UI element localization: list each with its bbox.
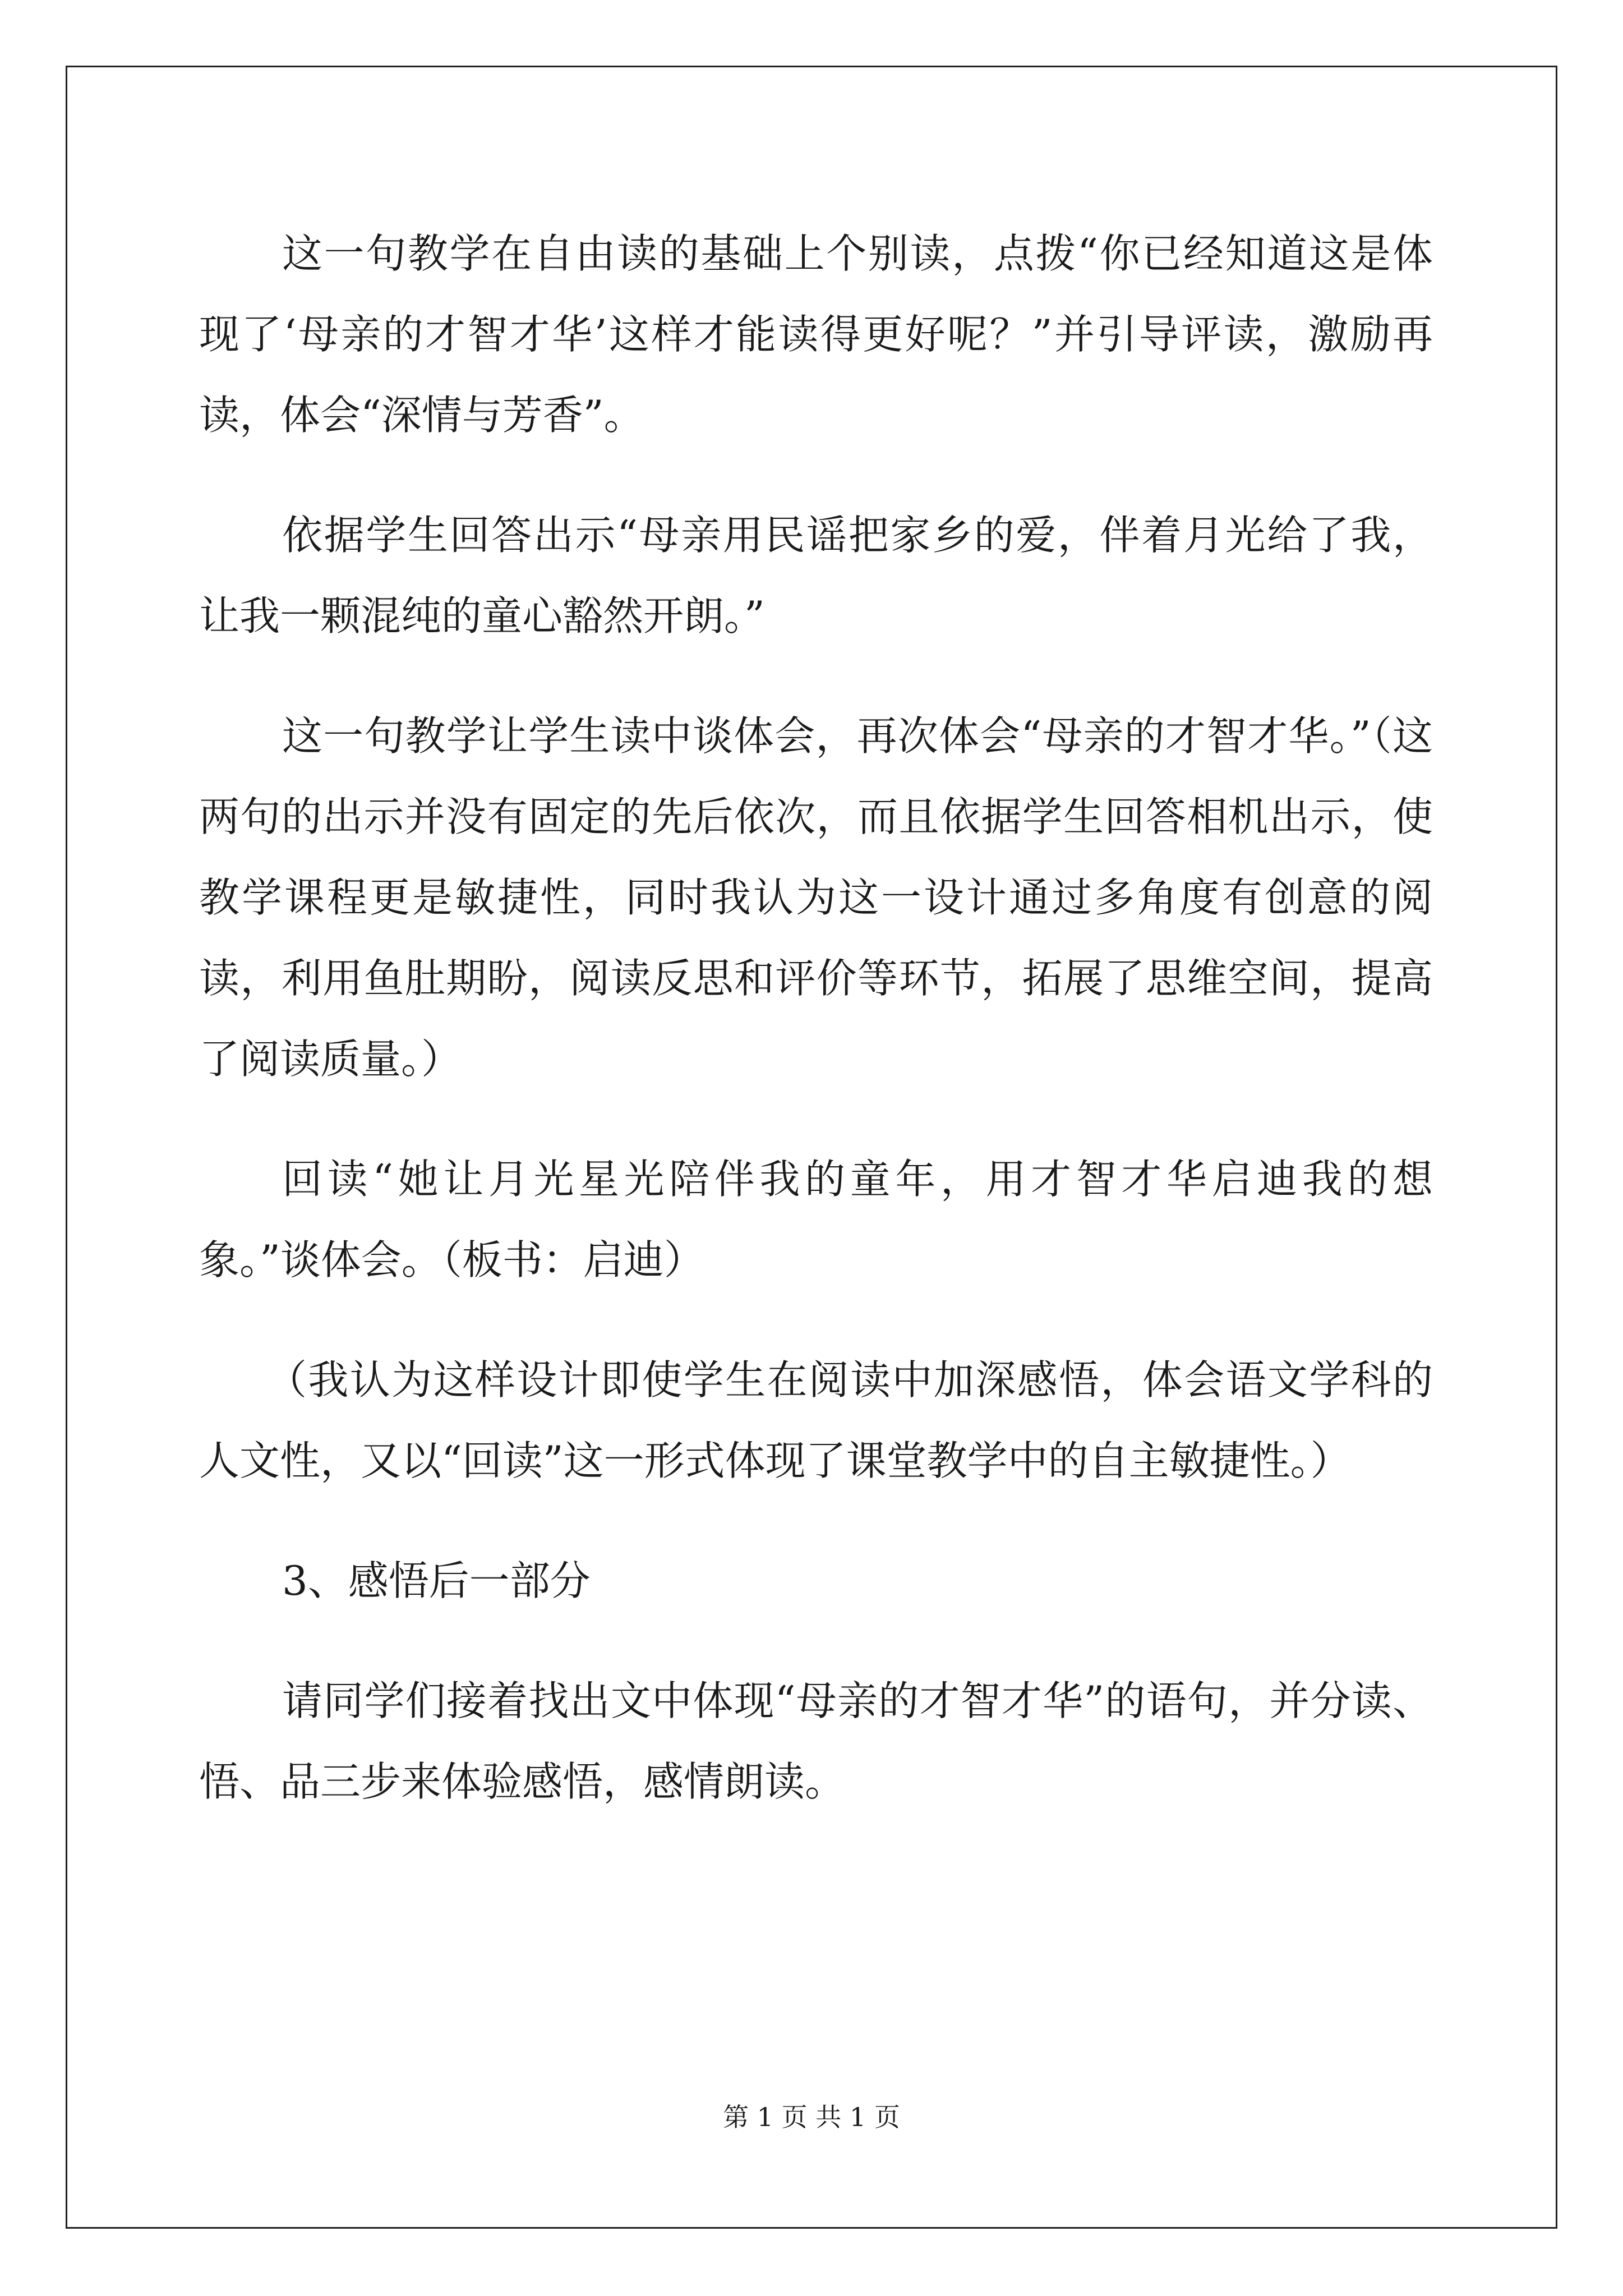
paragraph-5: （我认为这样设计即使学生在阅读中加深感悟，体会语文学科的人文性，又以“回读”这一形式体现了课堂教学中的自主敏捷性。） xyxy=(199,1356,1433,1484)
page-number-footer: 第 1 页 共 1 页 xyxy=(723,2102,900,2132)
section-heading: 3、感悟后一部分 xyxy=(282,1557,591,1604)
paragraph-3: 这一句教学让学生读中谈体会，再次体会“母亲的才智才华。”（这两句的出示并没有固定的先后依次，而且依据学生回答相机出示，使教学课程更是敏捷性，同时我认为这一设计通过多角度有创意的阅读，利用鱼肚期盼，阅读反思和评价等环节，拓展了思维空间，提高了阅读质量。） xyxy=(199,712,1433,1083)
paragraph-4: 回读“她让月光星光陪伴我的童年，用才智才华启迪我的想象。”谈体会。（板书：启迪） xyxy=(199,1156,1433,1283)
paragraph-1: 这一句教学在自由读的基础上个别读，点拨“你已经知道这是体现了‘母亲的才智才华’这样才能读得更好呢？”并引导评读，激励再读，体会“深情与芳香”。 xyxy=(199,230,1433,439)
paragraph-7: 请同学们接着找出文中体现“母亲的才智才华”的语句，并分读、悟、品三步来体验感悟，感情朗读。 xyxy=(199,1677,1433,1805)
paragraph-2: 依据学生回答出示“母亲用民谣把家乡的爱，伴着月光给了我，让我一颗混纯的童心豁然开朗。” xyxy=(199,512,1433,639)
document-body xyxy=(199,213,1433,1861)
